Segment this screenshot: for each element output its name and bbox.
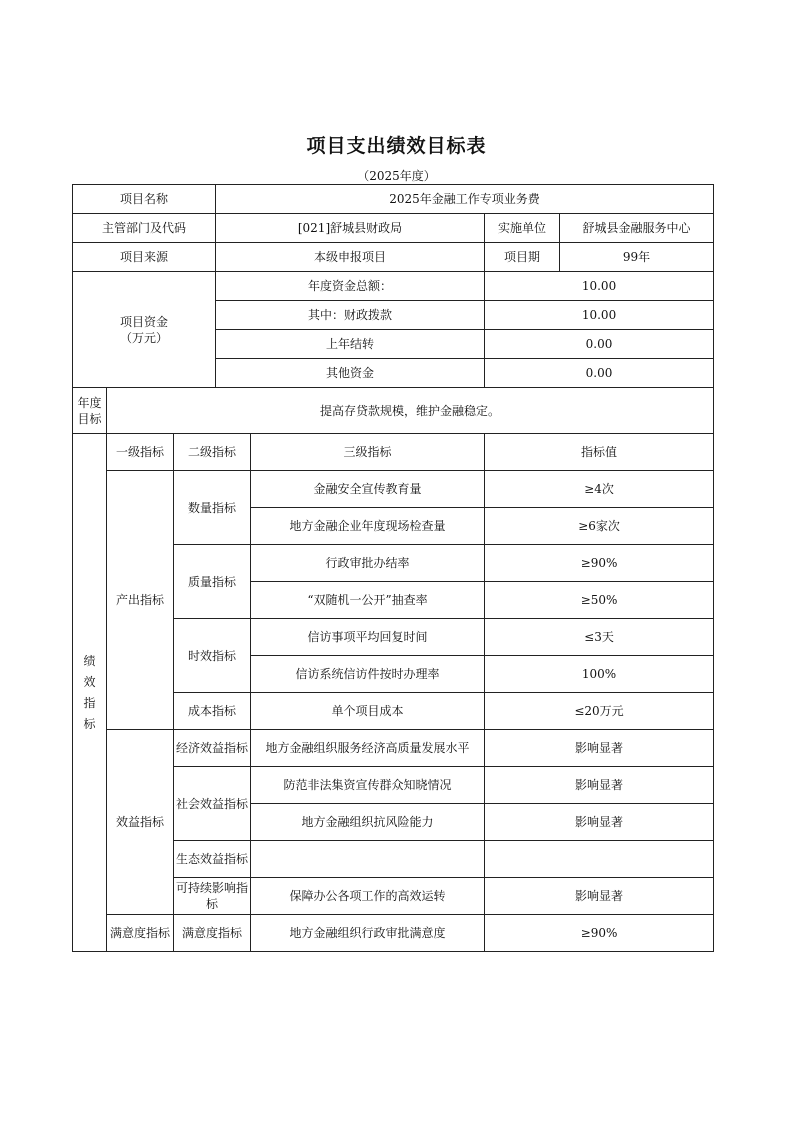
funds-total-value: 10.00 [485,272,714,301]
indicator-header-row [73,434,714,471]
indicator-value [485,841,714,878]
indicator-name: 地方金融组织服务经济高质量发展水平 [251,730,485,767]
indicator-side-text: 绩效指标 [83,653,96,731]
source-value: 本级申报项目 [216,243,485,272]
output-level1: 产出指标 [107,471,174,730]
timeliness-label: 时效指标 [174,619,251,693]
indicator-name: 信访事项平均回复时间 [251,619,485,656]
project-name-label: 项目名称 [73,185,216,214]
funds-label-line2: （万元） [119,330,168,345]
indicator-value: 100% [485,656,714,693]
funds-fiscal-label: 其中：财政拨款 [216,301,485,330]
goal-row [73,388,714,434]
page-title: 项目支出绩效目标表 [306,135,487,157]
funds-carryover-label: 上年结转 [216,330,485,359]
indicator-name: 金融安全宣传教育量 [251,471,485,508]
impl-label: 实施单位 [485,214,560,243]
benefit-level1: 效益指标 [107,730,174,915]
indicator-value: ≤3天 [485,619,714,656]
indicator-name: 保障办公各项工作的高效运转 [251,878,485,915]
indicator-name: 行政审批办结率 [251,545,485,582]
satisfaction-label: 满意度指标 [174,915,251,952]
indicator-name: “双随机一公开”抽查率 [251,582,485,619]
indicator-side-label [73,434,107,952]
indicator-value: 影响显著 [485,804,714,841]
indicator-name: 防范非法集资宣传群众知晓情况 [251,767,485,804]
period-label: 项目期 [485,243,560,272]
funds-other-value: 0.00 [485,359,714,388]
header-level3: 三级指标 [251,434,485,471]
header-level1: 一级指标 [107,434,174,471]
funds-label-line1: 项目资金 [119,314,168,329]
social-label: 社会效益指标 [174,767,251,841]
sustainable-label: 可持续影响指标 [174,878,251,915]
ecological-label: 生态效益指标 [174,841,251,878]
indicator-value: ≤20万元 [485,693,714,730]
goal-label-line2: 目标 [77,411,102,426]
indicator-name: 地方金融组织抗风险能力 [251,804,485,841]
period-value: 99年 [560,243,714,272]
indicator-row [73,915,714,952]
goal-label-line1: 年度 [77,395,102,410]
dept-label: 主管部门及代码 [73,214,216,243]
impl-value: 舒城县金融服务中心 [560,214,714,243]
funds-carryover-value: 0.00 [485,330,714,359]
indicator-value: 影响显著 [485,767,714,804]
indicator-value: ≥90% [485,915,714,952]
year-label: （2025年度） [357,169,436,183]
quantity-label: 数量指标 [174,471,251,545]
goal-text: 提高存贷款规模，维护金融稳定。 [107,388,714,434]
performance-table [72,184,714,952]
indicator-name: 地方金融企业年度现场检查量 [251,508,485,545]
funds-label [73,272,216,388]
indicator-name: 单个项目成本 [251,693,485,730]
dept-value: [021]舒城县财政局 [216,214,485,243]
source-label: 项目来源 [73,243,216,272]
indicator-name [251,841,485,878]
funds-total-label: 年度资金总额： [216,272,485,301]
indicator-value: 影响显著 [485,878,714,915]
indicator-value: ≥50% [485,582,714,619]
indicator-value: 影响显著 [485,730,714,767]
funds-fiscal-value: 10.00 [485,301,714,330]
indicator-row [73,730,714,767]
header-level2: 二级指标 [174,434,251,471]
header-value: 指标值 [485,434,714,471]
indicator-name: 信访系统信访件按时办理率 [251,656,485,693]
project-name-value: 2025年金融工作专项业务费 [216,185,714,214]
indicator-row [73,471,714,508]
indicator-value: ≥4次 [485,471,714,508]
indicator-value: ≥6家次 [485,508,714,545]
goal-label [73,388,107,434]
funds-other-label: 其他资金 [216,359,485,388]
cost-label: 成本指标 [174,693,251,730]
satisfaction-level1: 满意度指标 [107,915,174,952]
indicator-value: ≥90% [485,545,714,582]
quality-label: 质量指标 [174,545,251,619]
project-name-row [73,185,714,214]
economic-label: 经济效益指标 [174,730,251,767]
source-row [73,243,714,272]
indicator-name: 地方金融组织行政审批满意度 [251,915,485,952]
dept-row [73,214,714,243]
funds-row [73,272,714,301]
